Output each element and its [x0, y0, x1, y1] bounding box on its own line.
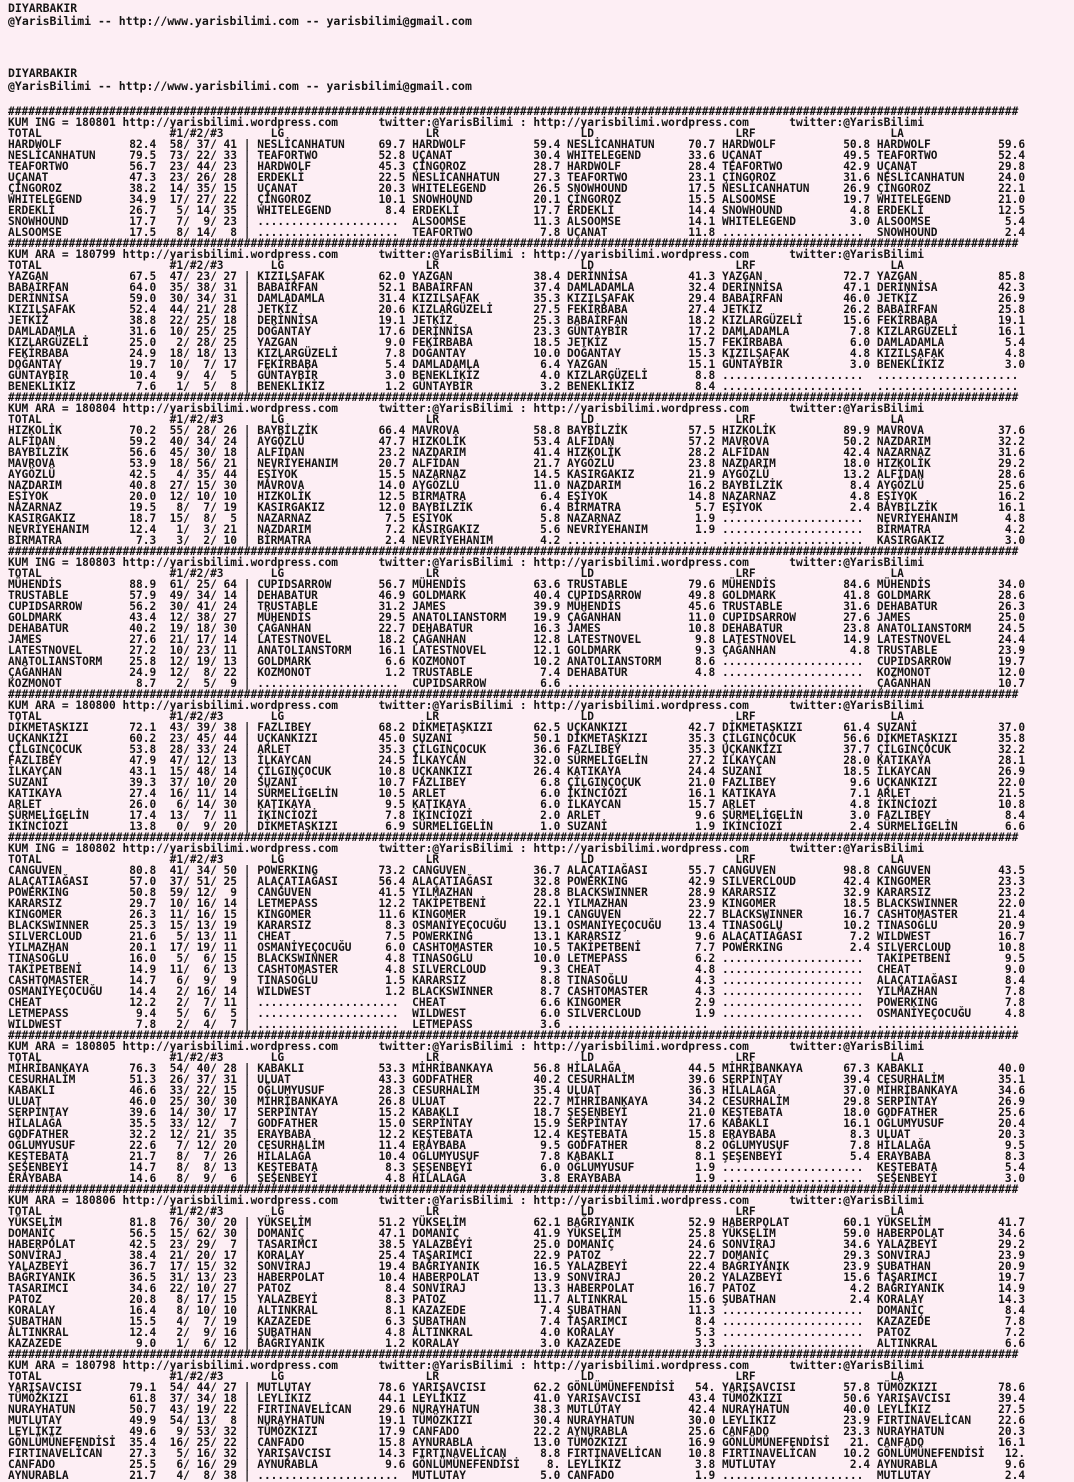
table-row: KORALAY 16.4 8/ 10/ 10 | ALTINKRAL 8.1 KAZAZEDE 7.4 ŞUBATHAN 11.3 ..................... DOMANİÇ 8.4 [8, 1304, 1026, 1317]
table-row: NEVRİYEHANIM 12.4 1/ 3/ 21 | NAZDARIM 7.2 KASIRGAKIZ 5.6 NEVRİYEHANIM 1.9 ..................... BİRMATRA 4.2 [8, 523, 1026, 536]
table-row: İLKAYCAN 43.1 15/ 48/ 14 | ÇİLGINÇOCUK 10.8 UÇKANKIZI 26.4 KATIKAYA 24.4 SUZANİ 18.5 İLKAYCAN 26.9 [8, 765, 1026, 778]
table-row: TASARIMCI 34.6 22/ 10/ 27 | PATOZ 8.4 SONVİRAJ 13.3 HABERPOLAT 16.7 PATOZ 4.2 BAĞRIYANIK 14.9 [8, 1282, 1026, 1295]
table-row: KOZMONOT 8.7 2/ 5/ 9 | ..................... CUPIDSARROW 6.6 ..................... ..................... ÇAĞANHAN 10.7 [8, 677, 1026, 690]
table-row: GÖNLÜMÜNEFENDİSİ 35.4 16/ 25/ 22 | CANFADO 15.8 AYNURABLA 13.0 TÜMÖZKIZI 16.9 GÖNLÜMÜNEFENDİSİ 21. CANFADO 16.1 [8, 1436, 1026, 1449]
table-row: DAMLADAMLA 31.6 10/ 25/ 25 | DOĞANTAY 17.6 DERİNNİSA 23.3 GÜNTAYBİR 17.2 DAMLADAMLA 7.8 KIZLARGÜZELİ 16.1 [8, 325, 1026, 338]
table-row: CANFADO 25.5 6/ 16/ 29 | AYNURABLA 9.6 GÖNLÜMÜNEFENDİSİ 8. LEYLİKIZ 3.8 MUTLUTAY 2.4 AYNURABLA 9.6 [8, 1458, 1026, 1471]
table-row: SONVİRAJ 38.4 21/ 20/ 17 | KORALAY 25.4 TAŞARIMCI 22.9 PATOZ 22.7 DOMANİÇ 29.3 SONVİRAJ 23.9 [8, 1249, 1026, 1262]
table-row: TAKİPETBENİ 14.9 11/ 6/ 13 | CASHTOMASTER 4.8 SILVERCLOUD 9.3 CHEAT 4.8 ..................... CHEAT 9.0 [8, 963, 1026, 976]
section-title: KUM ING = 180803 http://yarisbilimi.wordpress.com twitter:@YarisBilimi : http://yarisbilimi.wordpress.com twitter:@YarisBilimi [8, 556, 925, 569]
table-row: YALAZBEYİ 36.7 17/ 15/ 32 | SONVİRAJ 19.4 BAĞRIYANIK 16.5 YALAZBEYİ 22.4 BAĞRIYANIK 23.9 ŞUBATHAN 20.9 [8, 1260, 1026, 1273]
section-divider: ###################################################################################################################################################### [8, 391, 1019, 404]
column-header: TOTAL #1/#2/#3 LG LR LD LRF LA [8, 567, 904, 580]
blank-line [8, 28, 1074, 41]
table-row: MUTLUTAY 49.9 54/ 13/ 8 | NURAYHATUN 19.1 TÜMÖZKIZI 30.4 NURAYHATUN 30.0 LEYLİKIZ 23.9 FIRTINAVELİCAN 22.6 [8, 1414, 1026, 1427]
table-row: UÇANAT 47.3 23/ 26/ 28 | ERDEKLİ 22.5 NESLİCANHATUN 27.3 TEAFORTWO 23.1 ÇİNGOROZ 31.6 NESLİCANHATUN 24.0 [8, 171, 1026, 184]
byline: @YarisBilimi -- http://www.yarisbilimi.com -- yarisbilimi@gmail.com [8, 14, 472, 28]
table-row: KASIRGAKIZ 18.7 15/ 8/ 5 | NAZARNAZ 7.5 EŞİYOK 5.8 NAZARNAZ 1.9 ..................... NEVRİYEHANIM 4.8 [8, 512, 1026, 525]
table-row: MAVROVA 53.9 18/ 56/ 21 | NEVRİYEHANIM 20.7 ALFİDAN 21.7 AYGÖZLÜ 23.8 NAZDARIM 18.0 HIZKOLİK 29.2 [8, 457, 1026, 470]
table-row: KIZILŞAFAK 52.4 44/ 21/ 28 | JETKİZ 20.6 KIZLARGÜZELİ 27.5 FEKİRBABA 27.4 JETKİZ 26.2 BABAİRFAN 25.8 [8, 303, 1026, 316]
table-row: ALFİDAN 59.2 40/ 34/ 24 | AYGÖZLÜ 47.7 HIZKOLİK 53.4 ALFİDAN 57.2 MAVROVA 50.2 NAZDARIM 32.2 [8, 435, 1026, 448]
table-row: SNOWHOUND 17.7 7/ 9/ 23 | ..................... ALSOOMSE 11.3 ALSOOMSE 14.1 WHITELEGEND 3.0 ALSOOMSE 5.4 [8, 215, 1026, 228]
table-row: KIZLARGÜZELİ 25.0 2/ 28/ 25 | YAZGAN 9.0 FEKİRBABA 18.5 JETKİZ 15.7 FEKİRBABA 6.0 DAMLADAMLA 5.4 [8, 336, 1026, 349]
table-row: BLACKSWINNER 25.3 15/ 13/ 19 | KARARSIZ 8.3 OSMANİYEÇOCUĞU 13.1 OSMANİYEÇOCUĞU 13.4 TINASOĞLU 10.2 TINASOĞLU 20.9 [8, 919, 1026, 932]
column-header: TOTAL #1/#2/#3 LG LR LD LRF LA [8, 1205, 904, 1218]
table-row: ARLET 26.0 6/ 14/ 30 | KATIKAYA 9.5 KATIKAYA 6.0 İLKAYCAN 15.7 ARLET 4.8 İKİNCİOZİ 10.8 [8, 798, 1026, 811]
table-row: SUZANİ 39.3 37/ 10/ 20 | SUZANİ 10.7 FAZLIBEY 6.8 ÇİLGINÇOCUK 21.0 FAZLIBEY 9.6 UÇKANKIZI 22.0 [8, 776, 1026, 789]
table-row: CASHTOMASTER 14.7 6/ 9/ 9 | TINASOĞLU 1.5 KARARSIZ 8.8 TINASOĞLU 4.3 ..................... ALAÇATIAĞASI 8.4 [8, 974, 1026, 987]
table-row: KINGOMER 26.3 11/ 16/ 15 | KINGOMER 11.6 KINGOMER 19.1 CANGUVEN 22.7 BLACKSWINNER 16.7 CASHTOMASTER 21.4 [8, 908, 1026, 921]
table-row: EŞİYOK 20.0 12/ 10/ 10 | HIZKOLİK 12.5 BİRMATRA 6.4 EŞİYOK 14.8 NAZARNAZ 4.8 EŞİYOK 16.2 [8, 490, 1026, 503]
table-row: SÜRMELİGELİN 17.4 13/ 7/ 11 | İKİNCİOZİ 7.8 İKİNCİOZİ 2.0 ARLET 9.6 SÜRMELİGELİN 3.0 FAZLIBEY 8.4 [8, 809, 1026, 822]
table-row: ÇİLGINÇOCUK 53.8 28/ 33/ 24 | ARLET 35.3 ÇİLGINÇOCUK 36.6 FAZLIBEY 35.3 UÇKANKIZI 37.7 ÇİLGINÇOCUK 32.2 [8, 743, 1026, 756]
table-row: ANATOLIANSTORM 25.8 12/ 19/ 13 | GOLDMARK 6.6 KOZMONOT 10.2 ANATOLIANSTORM 8.6 ..................... CUPIDSARROW 19.7 [8, 655, 1026, 668]
section-divider: ###################################################################################################################################################### [8, 688, 1019, 701]
table-row: FEKİRBABA 24.9 18/ 18/ 13 | KIZLARGÜZELİ 7.8 DOĞANTAY 10.0 DOĞANTAY 15.3 KIZILŞAFAK 4.8 KIZILŞAFAK 4.8 [8, 347, 1026, 360]
byline-2: @YarisBilimi -- http://www.yarisbilimi.com -- yarisbilimi@gmail.com [8, 79, 472, 93]
column-header: TOTAL #1/#2/#3 LG LR LD LRF LA [8, 710, 904, 723]
table-row: TEAFORTWO 56.7 23/ 44/ 23 | HARDWOLF 45.3 ÇİNGOROZ 28.7 HARDWOLF 28.4 TEAFORTWO 42.9 UÇANAT 29.8 [8, 160, 1026, 173]
table-row: NESLİCANHATUN 79.5 73/ 22/ 33 | TEAFORTWO 52.8 UÇANAT 30.4 WHITELEGEND 33.6 UÇANAT 49.5 TEAFORTWO 52.4 [8, 149, 1026, 162]
table-row: YILMAZHAN 20.1 17/ 19/ 11 | OSMANİYEÇOCUĞU 6.0 CASHTOMASTER 10.5 TAKİPETBENİ 7.7 POWERKING 2.4 SILVERCLOUD 10.8 [8, 941, 1026, 954]
table-row: TRUSTABLE 57.9 49/ 34/ 14 | DEHABATUR 46.9 GOLDMARK 40.4 CUPIDSARROW 49.8 GOLDMARK 41.8 GOLDMARK 28.6 [8, 589, 1026, 602]
section-title: KUM ARA = 180805 http://yarisbilimi.wordpress.com twitter:@YarisBilimi : http://yarisbilimi.wordpress.com twitter:@YarisBilimi [8, 1040, 925, 1053]
column-header: TOTAL #1/#2/#3 LG LR LD LRF LA [8, 259, 904, 272]
race-stats-report [8, 106, 1074, 1481]
table-row: DERİNNİSA 59.0 30/ 34/ 31 | DAMLADAMLA 31.4 KIZILŞAFAK 35.3 KIZILŞAFAK 29.4 BABAİRFAN 46.0 JETKİZ 26.9 [8, 292, 1026, 305]
table-row: TINASOĞLU 16.0 5/ 6/ 15 | BLACKSWINNER 4.8 TINASOĞLU 10.0 LETMEPASS 6.2 ..................... TAKİPETBENİ 9.5 [8, 952, 1026, 965]
table-row: DOMANİÇ 56.5 15/ 62/ 30 | DOMANİÇ 47.1 DOMANİÇ 41.9 YÜKSELİM 25.8 YÜKSELİM 59.0 HABERPOLAT 34.6 [8, 1227, 1026, 1240]
table-row: ŞUBATHAN 15.5 4/ 7/ 19 | KAZAZEDE 6.3 ŞUBATHAN 7.4 TAŞARIMCI 8.4 ..................... KAZAZEDE 7.8 [8, 1315, 1026, 1328]
city-title: DIYARBAKIR [8, 1, 78, 15]
section-title: KUM ING = 180801 http://yarisbilimi.wordpress.com twitter:@YarisBilimi : http://yarisbilimi.wordpress.com twitter:@YarisBilimi [8, 116, 925, 129]
table-row: HİLALAĞA 35.5 33/ 12/ 7 | GODFATHER 15.0 SERPİNTAY 15.9 SERPİNTAY 17.6 KABAKLI 16.1 OĞLUMYUSUF 20.4 [8, 1117, 1026, 1130]
table-row: DOĞANTAY 19.7 10/ 7/ 17 | FEKİRBABA 5.4 DAMLADAMLA 6.4 YAZGAN 15.1 GÜNTAYBİR 3.0 BENEKLİKİZ 3.0 [8, 358, 1026, 371]
table-row: PATOZ 20.8 8/ 17/ 15 | YALAZBEYİ 8.3 PATOZ 11.7 ALTINKRAL 15.6 ŞUBATHAN 2.4 KORALAY 14.3 [8, 1293, 1026, 1306]
table-row: SILVERCLOUD 21.6 5/ 13/ 11 | CHEAT 7.5 POWERKING 13.1 KARARSIZ 9.6 ALAÇATIAĞASI 7.2 WILDWEST 16.7 [8, 930, 1026, 943]
section-title: KUM ARA = 180798 http://yarisbilimi.wordpress.com twitter:@YarisBilimi : http://yarisbilimi.wordpress.com twitter:@YarisBilimi [8, 1359, 925, 1372]
table-row: FIRTINAVELİCAN 27.3 5/ 16/ 32 | YARIŞAVCISI 14.3 FIRTINAVELİCAN 8.8 FIRTINAVELİCAN 10.8 FIRTINAVELİCAN 10.2 GÖNLÜMÜNEFENDİSİ 12. [8, 1447, 1026, 1460]
table-row: BENEKLİKİZ 7.6 1/ 5/ 8 | BENEKLİKİZ 1.2 GÜNTAYBİR 3.2 BENEKLİKİZ 8.4 ..................... ..................... [8, 380, 1026, 393]
table-row: ULUAT 46.0 25/ 30/ 30 | MİHRİBANKAYA 26.8 ULUAT 22.7 MİHRİBANKAYA 34.2 CESURHALİM 29.8 SERPİNTAY 26.9 [8, 1095, 1026, 1108]
table-row: İKİNCİOZİ 13.8 0/ 9/ 20 | DİKMETAŞKIZI 6.9 SÜRMELİGELİN 1.0 SUZANİ 1.9 İKİNCİOZİ 2.4 SÜRMELİGELİN 6.6 [8, 820, 1026, 833]
table-row: ALTINKRAL 12.4 2/ 9/ 16 | ŞUBATHAN 4.8 ALTINKRAL 4.0 KORALAY 5.3 ..................... PATOZ 7.2 [8, 1326, 1026, 1339]
table-row: LATESTNOVEL 27.2 10/ 23/ 11 | ANATOLIANSTORM 16.1 LATESTNOVEL 12.1 GOLDMARK 9.3 ÇAĞANHAN 4.8 TRUSTABLE 23.9 [8, 644, 1026, 657]
table-row: NAZDARIM 40.8 27/ 15/ 30 | MAVROVA 14.0 AYGÖZLÜ 11.0 NAZDARIM 16.2 BAYBİLZİK 8.4 AYGÖZLÜ 25.6 [8, 479, 1026, 492]
table-row: MÜHENDİS 88.9 61/ 25/ 64 | CUPIDSARROW 56.7 MÜHENDİS 63.6 TRUSTABLE 79.6 MÜHENDİS 84.6 MÜHENDİS 34.0 [8, 578, 1026, 591]
table-row: GODFATHER 32.2 12/ 21/ 35 | ERAYBABA 12.2 KEŞTEBATA 12.4 KEŞTEBATA 15.8 ERAYBABA 8.3 ULUAT 20.3 [8, 1128, 1026, 1141]
blank-line [8, 54, 1074, 67]
table-row: NAZARNAZ 19.5 8/ 7/ 19 | KASIRGAKIZ 12.0 BAYBİLZİK 6.4 BİRMATRA 5.7 EŞİYOK 2.4 BAYBİLZİK 16.1 [8, 501, 1026, 514]
section-title: KUM ARA = 180806 http://yarisbilimi.wordpress.com twitter:@YarisBilimi : http://yarisbilimi.wordpress.com twitter:@YarisBilimi [8, 1194, 925, 1207]
table-row: KABAKLI 46.6 33/ 22/ 15 | OĞLUMYUSUF 28.3 CESURHALİM 35.4 ULUAT 36.3 HİLALAĞA 37.0 MİHRİBANKAYA 34.6 [8, 1084, 1026, 1097]
table-row: OĞLUMYUSUF 22.6 7/ 12/ 20 | CESURHALİM 11.4 ERAYBABA 9.5 GODFATHER 8.2 OĞLUMYUSUF 7.8 HİLALAĞA 9.5 [8, 1139, 1026, 1152]
table-row: HARDWOLF 82.4 58/ 37/ 41 | NESLİCANHATUN 69.7 HARDWOLF 59.4 NESLİCANHATUN 70.7 HARDWOLF 50.8 HARDWOLF 59.6 [8, 138, 1026, 151]
table-row: DİKMETAŞKIZI 72.1 43/ 39/ 38 | FAZLIBEY 68.2 DİKMETAŞKIZI 62.5 UÇKANKIZI 42.7 DİKMETAŞKIZI 61.4 SUZANİ 37.0 [8, 721, 1026, 734]
table-row: GOLDMARK 43.4 12/ 38/ 27 | MÜHENDİS 29.5 ANATOLIANSTORM 19.9 ÇAĞANHAN 11.0 CUPIDSARROW 27.6 JAMES 25.0 [8, 611, 1026, 624]
table-row: WILDWEST 7.8 2/ 4/ 7 | ..................... LETMEPASS 3.6 ..................... ..................... ..................... [8, 1018, 1026, 1031]
table-row: KARARSIZ 29.7 10/ 16/ 14 | LETMEPASS 12.2 TAKİPETBENİ 22.1 YILMAZHAN 23.9 KINGOMER 18.5 BLACKSWINNER 22.0 [8, 897, 1026, 910]
column-header: TOTAL #1/#2/#3 LG LR LD LRF LA [8, 1370, 904, 1383]
table-row: BAĞRIYANIK 36.5 31/ 13/ 23 | HABERPOLAT 10.4 HABERPOLAT 13.9 SONVİRAJ 20.2 YALAZBEYİ 15.6 TAŞARIMCI 19.7 [8, 1271, 1026, 1284]
table-row: FAZLIBEY 47.9 47/ 12/ 13 | İLKAYCAN 24.5 İLKAYCAN 32.0 SÜRMELİGELİN 27.2 İLKAYCAN 28.0 KATIKAYA 28.1 [8, 754, 1026, 767]
table-row: LEYLİKIZ 49.6 9/ 53/ 32 | TÜMÖZKIZI 17.9 CANFADO 22.2 AYNURABLA 25.6 CANFADO 23.3 NURAYHATUN 20.3 [8, 1425, 1026, 1438]
column-header: TOTAL #1/#2/#3 LG LR LD LRF LA [8, 127, 904, 140]
table-row: ÇİNGOROZ 38.2 14/ 35/ 15 | UÇANAT 20.3 WHITELEGEND 26.5 SNOWHOUND 17.5 NESLİCANHATUN 26.9 ÇİNGOROZ 22.1 [8, 182, 1026, 195]
table-row: YARIŞAVCISI 79.1 54/ 44/ 27 | MUTLUTAY 78.6 YARIŞAVCISI 62.2 GÖNLÜMÜNEFENDİSİ 54. YARIŞAVCISI 57.8 TÜMÖZKIZI 78.6 [8, 1381, 1026, 1394]
table-row: OSMANİYEÇOCUĞU 14.4 2/ 16/ 14 | WILDWEST 1.2 BLACKSWINNER 8.7 CASHTOMASTER 4.3 ..................... YILMAZHAN 7.8 [8, 985, 1026, 998]
table-row: HABERPOLAT 42.5 23/ 29/ 7 | TASARIMCI 38.5 YALAZBEYİ 25.0 DOMANİÇ 24.6 SONVİRAJ 34.6 YALAZBEYİ 29.2 [8, 1238, 1026, 1251]
section-title: KUM ARA = 180804 http://yarisbilimi.wordpress.com twitter:@YarisBilimi : http://yarisbilimi.wordpress.com twitter:@YarisBilimi [8, 402, 925, 415]
section-title: KUM ARA = 180800 http://yarisbilimi.wordpress.com twitter:@YarisBilimi : http://yarisbilimi.wordpress.com twitter:@YarisBilimi [8, 699, 925, 712]
table-row: TÜMÖZKIZI 61.8 37/ 34/ 18 | LEYLİKIZ 44.1 LEYLİKIZ 41.0 YARIŞAVCISI 43.4 TÜMÖZKIZI 50.6 YARIŞAVCISI 39.4 [8, 1392, 1026, 1405]
table-row: UÇKANKIZI 60.2 23/ 45/ 44 | UÇKANKIZI 45.0 SUZANİ 50.1 DİKMETAŞKIZI 35.3 ÇİLGINÇOCUK 56.6 DİKMETAŞKIZI 35.8 [8, 732, 1026, 745]
section-divider: ###################################################################################################################################################### [8, 1348, 1019, 1361]
section-divider: ###################################################################################################################################################### [8, 1029, 1019, 1042]
section-divider: ###################################################################################################################################################### [8, 545, 1019, 558]
table-row: JETKİZ 38.8 22/ 25/ 18 | DERİNNİSA 19.1 JETKİZ 25.3 BABAİRFAN 18.2 KIZLARGÜZELİ 15.6 FEKİRBABA 19.1 [8, 314, 1026, 327]
table-row: ALSOOMSE 17.5 8/ 14/ 8 | ..................... TEAFORTWO 7.8 UÇANAT 11.8 ..................... SNOWHOUND 2.4 [8, 226, 1026, 239]
table-row: DEHABATUR 40.2 19/ 18/ 30 | ÇAĞANHAN 22.7 DEHABATUR 16.3 JAMES 10.8 DEHABATUR 23.8 ANATOLIANSTORM 24.5 [8, 622, 1026, 635]
city-title-2: DIYARBAKIR [8, 66, 78, 80]
table-row: KATIKAYA 27.4 16/ 11/ 14 | SÜRMELİGELİN 10.5 ARLET 6.0 İKİNCİOZİ 16.1 KATIKAYA 7.1 ARLET 21.5 [8, 787, 1026, 800]
header-block [8, 2, 1074, 106]
section-divider: ###################################################################################################################################################### [8, 831, 1019, 844]
table-row: ALAÇATIAĞASI 57.0 37/ 51/ 25 | ALAÇATIAĞASI 56.4 ALAÇATIAĞASI 32.8 POWERKING 42.9 SILVERCLOUD 42.4 KINGOMER 23.3 [8, 875, 1026, 888]
table-row: MİHRİBANKAYA 76.3 54/ 40/ 28 | KABAKLI 53.3 MİHRİBANKAYA 56.8 HİLALAĞA 44.5 MİHRİBANKAYA 67.3 KABAKLI 40.0 [8, 1062, 1026, 1075]
table-row: SERPİNTAY 39.6 14/ 30/ 17 | SERPİNTAY 15.2 KABAKLI 18.7 ŞEŞENBEYİ 21.0 KEŞTEBATA 18.0 GODFATHER 25.6 [8, 1106, 1026, 1119]
table-row: CUPIDSARROW 56.2 30/ 41/ 24 | TRUSTABLE 31.2 JAMES 39.9 MÜHENDİS 45.6 TRUSTABLE 31.6 DEHABATUR 26.3 [8, 600, 1026, 613]
table-row: JAMES 27.6 21/ 17/ 14 | LATESTNOVEL 18.2 ÇAĞANHAN 12.8 LATESTNOVEL 9.8 LATESTNOVEL 14.9 LATESTNOVEL 24.4 [8, 633, 1026, 646]
column-header: TOTAL #1/#2/#3 LG LR LD LRF LA [8, 853, 904, 866]
table-row: YAZGAN 67.5 47/ 23/ 27 | KIZILŞAFAK 62.0 YAZGAN 38.4 DERİNNİSA 41.3 YAZGAN 72.7 YAZGAN 85.8 [8, 270, 1026, 283]
table-row: CANGUVEN 80.8 41/ 34/ 50 | POWERKING 73.2 CANGUVEN 36.7 ALAÇATIAĞASI 55.7 CANGUVEN 98.8 CANGUVEN 43.5 [8, 864, 1026, 877]
blank-line [8, 41, 1074, 54]
table-row: KEŞTEBATA 21.7 8/ 7/ 26 | HİLALAĞA 10.4 OĞLUMYUSUF 7.8 KABAKLI 8.1 ŞEŞENBEYİ 5.4 ERAYBABA 8.3 [8, 1150, 1026, 1163]
table-row: LETMEPASS 9.4 5/ 6/ 5 | ..................... WILDWEST 6.0 SILVERCLOUD 1.9 ..................... OSMANİYEÇOCUĞU 4.8 [8, 1007, 1026, 1020]
column-header: TOTAL #1/#2/#3 LG LR LD LRF LA [8, 1051, 904, 1064]
table-row: ÇAĞANHAN 24.9 12/ 8/ 22 | KOZMONOT 1.2 TRUSTABLE 7.4 DEHABATUR 4.8 ..................... KOZMONOT 12.0 [8, 666, 1026, 679]
table-row: POWERKING 50.8 59/ 12/ 9 | CANGUVEN 41.5 YILMAZHAN 28.8 BLACKSWINNER 28.9 KARARSIZ 32.9 KARARSIZ 23.2 [8, 886, 1026, 899]
table-row: WHITELEGEND 34.9 17/ 27/ 22 | ÇİNGOROZ 10.1 SNOWHOUND 20.1 ÇİNGOROZ 15.5 ALSOOMSE 19.7 WHITELEGEND 21.0 [8, 193, 1026, 206]
section-divider: ###################################################################################################################################################### [8, 105, 1019, 118]
section-divider: ###################################################################################################################################################### [8, 1183, 1019, 1196]
table-row: HIZKOLİK 70.2 55/ 28/ 26 | BAYBİLZİK 66.4 MAVROVA 58.8 BAYBİLZİK 57.5 HIZKOLİK 89.9 MAVROVA 37.6 [8, 424, 1026, 437]
table-row: GÜNTAYBİR 10.4 9/ 4/ 5 | GÜNTAYBİR 3.0 BENEKLİKİZ 4.0 KIZLARGÜZELİ 8.8 ..................... ..................... [8, 369, 1026, 382]
table-row: ERAYBABA 14.6 8/ 9/ 6 | ŞEŞENBEYİ 4.8 HİLALAĞA 3.8 ERAYBABA 1.9 ..................... ŞEŞENBEYİ 3.0 [8, 1172, 1026, 1185]
column-header: TOTAL #1/#2/#3 LG LR LD LRF LA [8, 413, 904, 426]
table-row: AYGÖZLÜ 42.5 4/ 35/ 44 | EŞİYOK 15.5 NAZARNAZ 14.5 KASIRGAKIZ 21.9 AYGÖZLÜ 13.2 ALFİDAN 28.6 [8, 468, 1026, 481]
table-row: KAZAZEDE 9.0 1/ 6/ 12 | BAĞRIYANIK 1.2 KORALAY 3.0 KAZAZEDE 3.3 ..................... ALTINKRAL 6.6 [8, 1337, 1026, 1350]
table-row: ERDEKLİ 26.7 5/ 14/ 35 | WHITELEGEND 8.4 ERDEKLİ 17.7 ERDEKLİ 14.4 SNOWHOUND 4.8 ERDEKLİ 12.5 [8, 204, 1026, 217]
table-row: BİRMATRA 7.3 3/ 2/ 10 | BİRMATRA 2.4 NEVRİYEHANIM 4.2 ..................... ..................... KASIRGAKIZ 3.0 [8, 534, 1026, 547]
table-row: YÜKSELİM 81.8 76/ 30/ 20 | YÜKSELİM 51.2 YÜKSELİM 62.1 BAĞRIYANIK 52.9 HABERPOLAT 60.1 YÜKSELİM 41.7 [8, 1216, 1026, 1229]
table-row: AYNURABLA 21.7 4/ 8/ 38 | ..................... MUTLUTAY 5.0 CANFADO 1.9 ..................... MUTLUTAY 2.4 [8, 1469, 1026, 1482]
section-divider: ###################################################################################################################################################### [8, 237, 1019, 250]
table-row: CHEAT 12.2 2/ 7/ 11 | ..................... CHEAT 6.6 KINGOMER 2.9 ..................... POWERKING 7.8 [8, 996, 1026, 1009]
section-title: KUM ARA = 180799 http://yarisbilimi.wordpress.com twitter:@YarisBilimi : http://yarisbilimi.wordpress.com twitter:@YarisBilimi [8, 248, 925, 261]
table-row: NURAYHATUN 50.7 43/ 19/ 22 | FIRTINAVELİCAN 29.6 NURAYHATUN 38.3 MUTLUTAY 42.4 NURAYHATUN 40.0 LEYLİKIZ 27.5 [8, 1403, 1026, 1416]
table-row: BABAİRFAN 64.0 35/ 38/ 31 | BABAİRFAN 52.1 BABAİRFAN 37.4 DAMLADAMLA 32.4 DERİNNİSA 47.1 DERİNNİSA 42.3 [8, 281, 1026, 294]
table-row: BAYBİLZİK 56.6 45/ 30/ 18 | ALFİDAN 23.2 NAZDARIM 41.4 HIZKOLİK 28.2 ALFİDAN 42.4 NAZARNAZ 31.6 [8, 446, 1026, 459]
table-row: CESURHALİM 51.3 26/ 37/ 31 | ULUAT 43.3 GODFATHER 40.2 CESURHALİM 39.6 SERPİNTAY 39.4 CESURHALİM 35.1 [8, 1073, 1026, 1086]
table-row: ŞEŞENBEYİ 14.7 8/ 8/ 13 | KEŞTEBATA 8.3 ŞEŞENBEYİ 6.0 OĞLUMYUSUF 1.9 ..................... KEŞTEBATA 5.4 [8, 1161, 1026, 1174]
section-title: KUM ING = 180802 http://yarisbilimi.wordpress.com twitter:@YarisBilimi : http://yarisbilimi.wordpress.com twitter:@YarisBilimi [8, 842, 925, 855]
